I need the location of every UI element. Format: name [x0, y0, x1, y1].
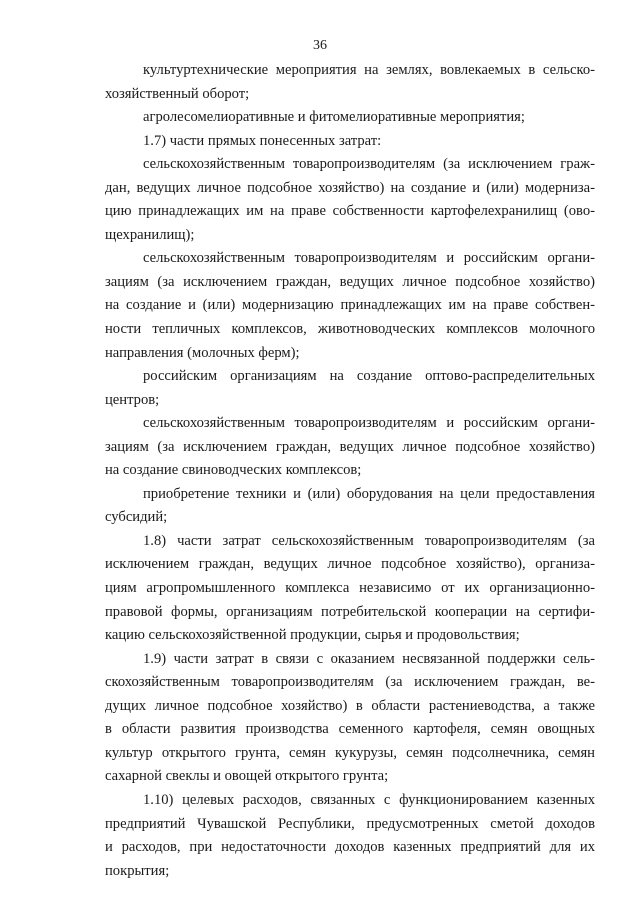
text-line: на создание и (или) модернизацию принадлежащих им на праве собствен- [105, 297, 595, 314]
text-line: сельскохозяйственным товаропроизводителям и российским органи- [143, 415, 595, 432]
paragraph [105, 247, 595, 365]
paragraph [105, 365, 595, 412]
text-line: покрытия; [105, 862, 170, 879]
text-line: 1.10) целевых расходов, связанных с функционированием казенных [143, 791, 595, 808]
text-line: 1.7) части прямых понесенных затрат: [143, 132, 382, 149]
text-line: кацию сельскохозяйственной продукции, сырья и продовольствия; [105, 627, 520, 644]
text-line: направления (молочных ферм); [105, 344, 300, 361]
text-line: ности тепличных комплексов, животноводческих комплексов молочного [105, 321, 595, 338]
text-line: 1.8) части затрат сельскохозяйственным товаропроизводителям (за [143, 532, 595, 549]
paragraph [105, 130, 595, 154]
text-line: правовой формы, организациям потребительской кооперации на сертифи- [105, 603, 595, 620]
text-line: дущих личное подсобное хозяйство) в области растениеводства, а также [105, 697, 595, 714]
text-line: культур открытого грунта, семян кукурузы, семян подсолнечника, семян [105, 744, 595, 761]
paragraph [105, 59, 595, 106]
paragraph [105, 412, 595, 483]
text-line: циям агропромышленного комплекса независимо от их организационно- [105, 580, 595, 597]
paragraph [105, 106, 595, 130]
text-line: предприятий Чувашской Республики, предусмотренных сметой доходов [105, 815, 595, 832]
text-line: сахарной свеклы и овощей открытого грунта; [105, 768, 389, 785]
paragraph [105, 530, 595, 648]
text-line: сельскохозяйственным товаропроизводителям (за исключением граж- [143, 156, 595, 173]
text-line: субсидий; [105, 509, 168, 526]
paragraph [105, 153, 595, 247]
text-line: 1.9) части затрат в связи с оказанием несвязанной поддержки сель- [143, 650, 595, 667]
text-line: зациям (за исключением граждан, ведущих личное подсобное хозяйство) [105, 273, 595, 290]
text-line: приобретение техники и (или) оборудования на цели предоставления [143, 485, 595, 502]
text-line: исключением граждан, ведущих личное подсобное хозяйство), организа- [105, 556, 595, 573]
text-line: скохозяйственным товаропроизводителям (за исключением граждан, ве- [105, 674, 595, 691]
text-line: на создание свиноводческих комплексов; [105, 462, 362, 479]
text-line: дан, ведущих личное подсобное хозяйство) на создание и (или) модерниза- [105, 179, 595, 196]
text-line: хозяйственный оборот; [105, 85, 250, 102]
text-line: цию принадлежащих им на праве собственности картофелехранилищ (ово- [105, 203, 595, 220]
text-line: российским организациям на создание оптово-распределительных [143, 368, 595, 385]
text-line: культуртехнические мероприятия на землях, вовлекаемых в сельско- [143, 62, 595, 78]
text-line: агролесомелиоративные и фитомелиоративные мероприятия; [143, 109, 525, 126]
paragraph [105, 789, 595, 883]
text-line: зациям (за исключением граждан, ведущих личное подсобное хозяйство) [105, 438, 595, 455]
paragraph [105, 648, 595, 789]
text-line: щехранилищ); [105, 226, 195, 243]
page-number: 36 [313, 38, 327, 53]
text-line: в области развития производства семенного картофеля, семян овощных [105, 721, 595, 738]
text-line: и расходов, при недостаточности доходов казенных предприятий для их [105, 839, 595, 856]
text-line: центров; [105, 391, 160, 408]
document-body [105, 59, 595, 883]
paragraph [105, 483, 595, 530]
text-line: сельскохозяйственным товаропроизводителям и российским органи- [143, 250, 595, 267]
